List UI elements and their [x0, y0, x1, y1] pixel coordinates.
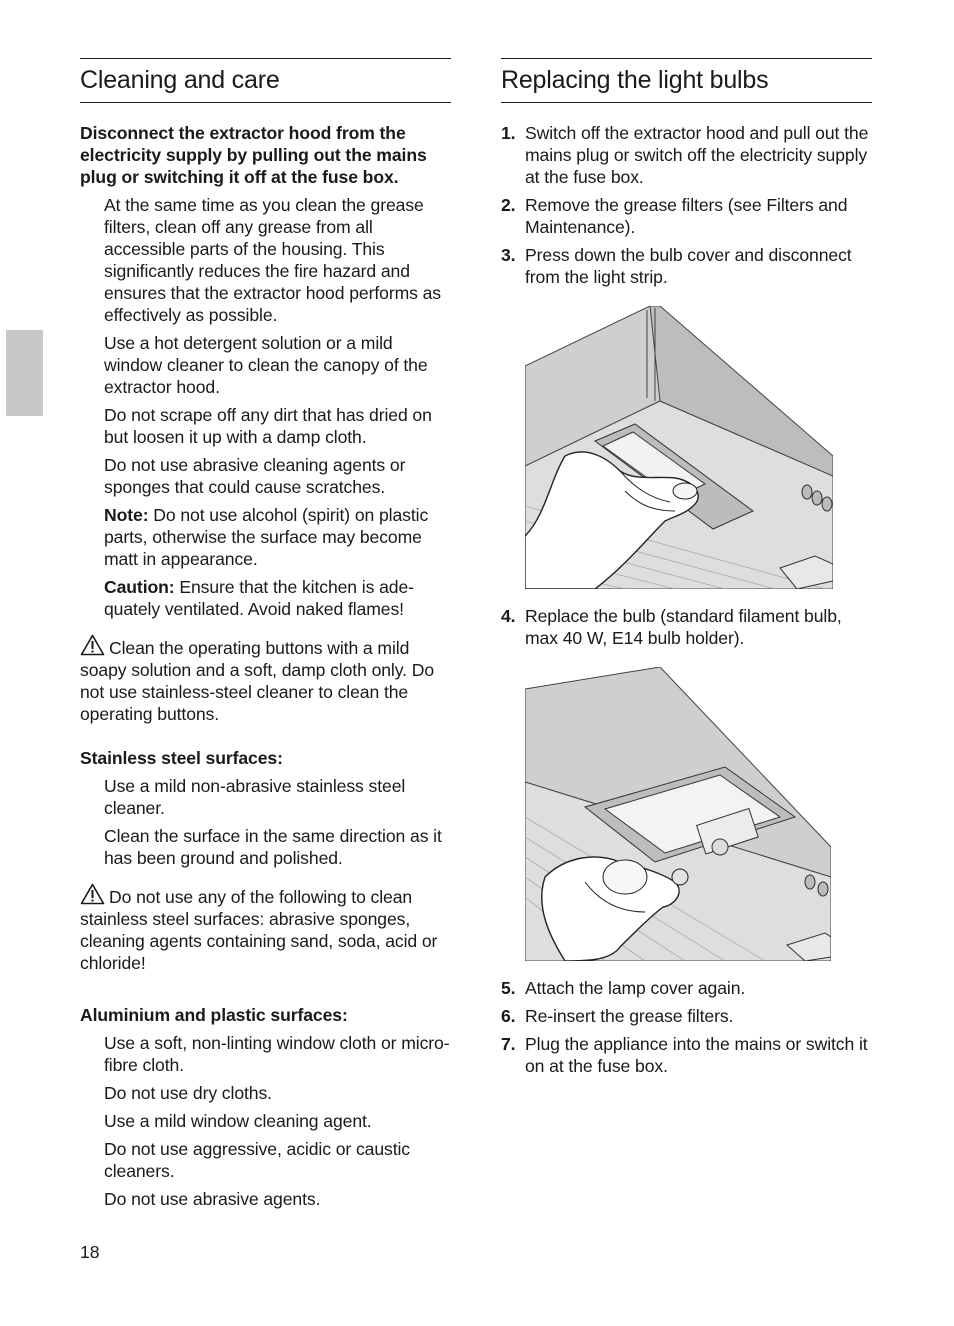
page-number: 18: [80, 1242, 100, 1262]
step-item: [501, 122, 872, 188]
aluminium-heading: Aluminium and plastic surfaces:: [80, 1005, 348, 1025]
caution-text: Ensure that the kitchen is adequately ventilated. Avoid naked flames!: [104, 577, 414, 619]
replacing-bulbs-section: [501, 58, 872, 1083]
caution-label: Caution:: [104, 577, 175, 597]
step-item: [501, 194, 872, 238]
step-item: [501, 977, 872, 999]
aluminium-item: Use a soft, non-linting window cloth or micro-fibre cloth.: [104, 1033, 450, 1075]
warning-triangle-icon: [80, 634, 105, 656]
aluminium-item: Do not use abrasive agents.: [104, 1189, 321, 1209]
step-text: Plug the appliance into the mains or switch it on at the fuse box.: [525, 1034, 868, 1076]
step-number: 5.: [501, 978, 516, 998]
caution-paragraph: [104, 576, 451, 620]
step-number: 1.: [501, 123, 516, 143]
step-item: [501, 1033, 872, 1077]
step-text: Remove the grease filters (see Filters and Maintenance).: [525, 195, 848, 237]
step-number: 3.: [501, 245, 516, 265]
note-paragraph: [104, 504, 451, 570]
note-label: Note:: [104, 505, 149, 525]
disconnect-warning: Disconnect the extractor hood from the electricity supply by pulling out the mains plug or switching it off at the fuse box.: [80, 123, 427, 187]
step-number: 7.: [501, 1034, 516, 1054]
paragraph-grease: At the same time as you clean the grease filters, clean off any grease from all accessible parts of the housing. This significantly reduces the fire hazard and ensures that the extractor hood performs as effectively as possible.: [104, 195, 442, 325]
step-text: Attach the lamp cover again.: [525, 978, 746, 998]
section-tab: [6, 330, 43, 416]
step-item: [501, 605, 872, 649]
warning-buttons: [80, 634, 451, 725]
step-item: [501, 1005, 872, 1027]
paragraph-abrasive: Do not use abrasive cleaning agents or sponges that could cause scratches.: [104, 455, 406, 497]
step-text: Switch off the extractor hood and pull out the mains plug or switch off the electricity supply at the fuse box.: [525, 123, 869, 187]
stainless-item: Use a mild non-abrasive stainless steel cleaner.: [104, 776, 406, 818]
warning-triangle-icon: [80, 883, 105, 905]
paragraph-scrape: Do not scrape off any dirt that has dried on but loosen it up with a damp cloth.: [104, 405, 432, 447]
warning-stainless-text: Do not use any of the following to clean stainless steel surfaces: abrasive sponges, cleaning agents containing sand, soda, acid or chloride!: [80, 887, 438, 973]
cleaning-and-care-section: [80, 58, 451, 1216]
paragraph-detergent: Use a hot detergent solution or a mild window cleaner to clean the canopy of the extractor hood.: [104, 333, 428, 397]
cleaning-title: Cleaning and care: [80, 58, 451, 103]
warning-stainless: [80, 883, 451, 974]
step-text: Replace the bulb (standard filament bulb, max 40 W, E14 bulb holder).: [525, 606, 842, 648]
warning-buttons-text: Clean the operating buttons with a mild soapy solution and a soft, damp cloth only. Do not use stainless-steel cleaner to clean the operating buttons.: [80, 638, 435, 724]
step-number: 4.: [501, 606, 516, 626]
note-text: Do not use alcohol (spirit) on plastic parts, otherwise the surface may become matt in appearance.: [104, 505, 429, 569]
step-text: Press down the bulb cover and disconnect from the light strip.: [525, 245, 852, 287]
step-number: 2.: [501, 195, 516, 215]
aluminium-item: Do not use dry cloths.: [104, 1083, 272, 1103]
stainless-item: Clean the surface in the same direction as it has been ground and polished.: [104, 826, 442, 868]
bulbs-title: Replacing the light bulbs: [501, 58, 872, 103]
step-number: 6.: [501, 1006, 516, 1026]
aluminium-item: Do not use aggressive, acidic or caustic cleaners.: [104, 1139, 410, 1181]
step-text: Re-insert the grease filters.: [525, 1006, 734, 1026]
bulb-cover-illustration: [525, 306, 833, 589]
step-item: [501, 244, 872, 288]
aluminium-item: Use a mild window cleaning agent.: [104, 1111, 372, 1131]
stainless-heading: Stainless steel surfaces:: [80, 748, 283, 768]
replace-bulb-illustration: [525, 667, 831, 961]
